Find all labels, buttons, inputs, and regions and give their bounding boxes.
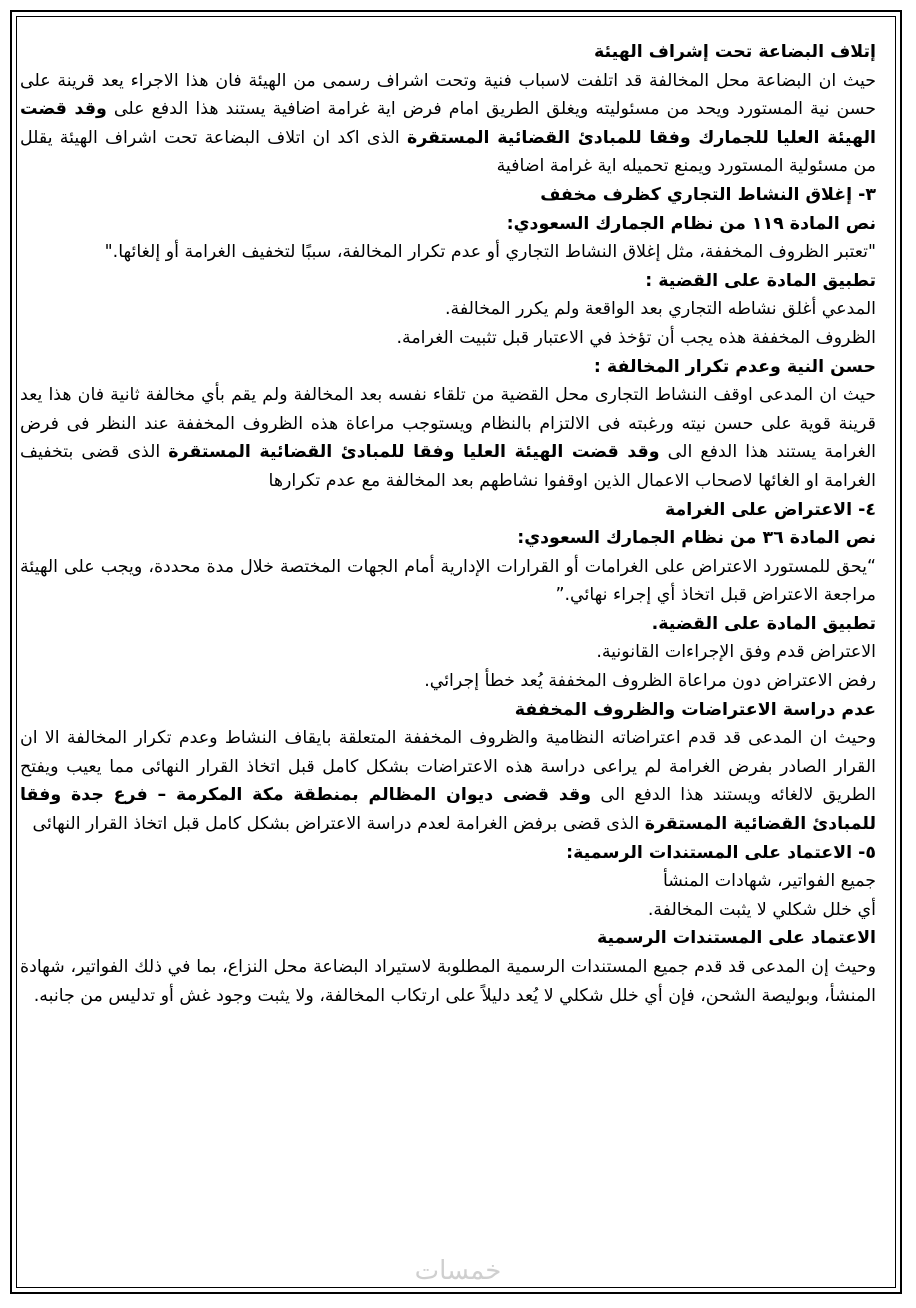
heading-objections: عدم دراسة الاعتراضات والظروف المخففة: [514, 699, 876, 720]
heading-goods-destruction: إتلاف البضاعة تحت إشراف الهيئة: [593, 42, 876, 62]
paragraph-formal-defect: أي خلل شكلي لا يثبت المخالفة.: [647, 899, 876, 920]
paragraph-official-documents: وحيث إن المدعى قد قدم جميع المستندات الرسمية المطلوبة لاستيراد البضاعة محل النزاع، بما في ذلك الفواتير، شهادة المنشأ، وبوليصة الشحن، فإن أي خلل شكلي لا يُعد دليلاً على ارتكاب المخالفة، ولا يثبت وجود غش أو تدليس من جانبه.: [20, 957, 876, 1006]
watermark-logo: خمسات: [414, 1256, 502, 1286]
paragraph-documents-list: جميع الفواتير، شهادات المنشأ: [662, 871, 876, 892]
heading-section-4: ٤- الاعتراض على الغرامة: [664, 499, 876, 520]
heading-good-faith: حسن النية وعدم تكرار المخالفة :: [593, 356, 876, 377]
heading-application-1: تطبيق المادة على القضية :: [645, 270, 876, 291]
paragraph-good-faith: حيث ان المدعى اوقف النشاط التجارى محل القضية من تلقاء نفسه بعد المخالفة ولم يقم بأي مخالفة ثانية فان هذا يعد قرينة قوية على حسن نيته ورغبته فى الالتزام بالنظام ويستوجب مراعاة هذه الظروف المخففة عند النظر فى فرض الغرامة يستند هذا الدفع الى وقد قضت الهيئة العليا وفقا للمبادئ القضائية المستقرة الذى قضى بتخفيف الغرامة او الغائها لاصحاب الاعمال الذين اوقفوا نشاطهم بعد المخالفة مع عدم تكرارها: [20, 385, 876, 491]
heading-article-36: نص المادة ٣٦ من نظام الجمارك السعودي:: [517, 528, 876, 549]
document-body: [20, 38, 876, 1010]
heading-article-119: نص المادة ١١٩ من نظام الجمارك السعودي:: [506, 213, 876, 234]
bold-citation: وقد قضى ديوان المظالم بمنطقة مكة المكرمة – فرع جدة وفقا للمبادئ القضائية المستقرة: [20, 785, 876, 835]
bold-citation: وقد قضت الهيئة العليا للجمارك وفقا للمبادئ القضائية المستقرة: [20, 99, 877, 148]
paragraph-application-2b: رفض الاعتراض دون مراعاة الظروف المخففة يُعد خطأ إجرائي.: [424, 671, 876, 692]
paragraph-objections: وحيث ان المدعى قد قدم اعتراضاته النظامية والظروف المخففة المتعلقة بايقاف النشاط وعدم تكرار المخالفة الا ان القرار الصادر بفرض الغرامة لم يراعى دراسة هذه الاعتراضات بشكل كامل قبل اتخاذ القرار النهائى مما يعيب ويفتح الطريق لالغائه ويستند هذا الدفع الى وقد قضى ديوان المظالم بمنطقة مكة المكرمة – فرع جدة وفقا للمبادئ القضائية المستقرة الذى قضى برفض الغرامة لعدم دراسة الاعتراض بشكل كامل قبل اتخاذ القرار النهائى: [20, 728, 876, 835]
quote-article-119: "تعتبر الظروف المخففة، مثل إغلاق النشاط التجاري أو عدم تكرار المخالفة، سببًا لتخفيف الغرامة أو إلغائها.": [104, 242, 876, 263]
paragraph-application-1b: الظروف المخففة هذه يجب أن تؤخذ في الاعتبار قبل تثبيت الغرامة.: [396, 327, 876, 348]
heading-official-documents: الاعتماد على المستندات الرسمية: [597, 928, 876, 949]
quote-article-36: “يحق للمستورد الاعتراض على الغرامات أو القرارات الإدارية أمام الجهات المختصة خلال مدة محددة، ويجب على الهيئة مراجعة الاعتراض قبل اتخاذ أي إجراء نهائي.”: [20, 556, 876, 606]
bold-citation: وقد قضت الهيئة العليا وفقا للمبادئ القضائية المستقرة: [168, 442, 660, 463]
paragraph-application-1a: المدعي أغلق نشاطه التجاري بعد الواقعة ولم يكرر المخالفة.: [444, 299, 876, 320]
heading-application-2: تطبيق المادة على القضية.: [651, 613, 876, 634]
paragraph-goods-destruction: حيث ان البضاعة محل المخالفة قد اتلفت لاسباب فنية وتحت اشراف رسمى من الهيئة فان هذا الاجراء يعد قرينة على حسن نية المستورد ويحد من مسئوليته ويغلق الطريق امام فرض اية غرامة اضافية يستند هذا الدفع على وقد قضت الهيئة العليا للجمارك وفقا للمبادئ القضائية المستقرة الذى اكد ان اتلاف البضاعة تحت اشراف الهيئة يقلل من مسئولية المستورد ويمنع تحميله اية غرامة اضافية: [20, 70, 877, 177]
paragraph-application-2a: الاعتراض قدم وفق الإجراءات القانونية.: [596, 642, 876, 663]
heading-section-5: ٥- الاعتماد على المستندات الرسمية:: [566, 842, 876, 863]
heading-section-3: ٣- إغلاق النشاط التجاري كظرف مخفف: [540, 184, 876, 205]
